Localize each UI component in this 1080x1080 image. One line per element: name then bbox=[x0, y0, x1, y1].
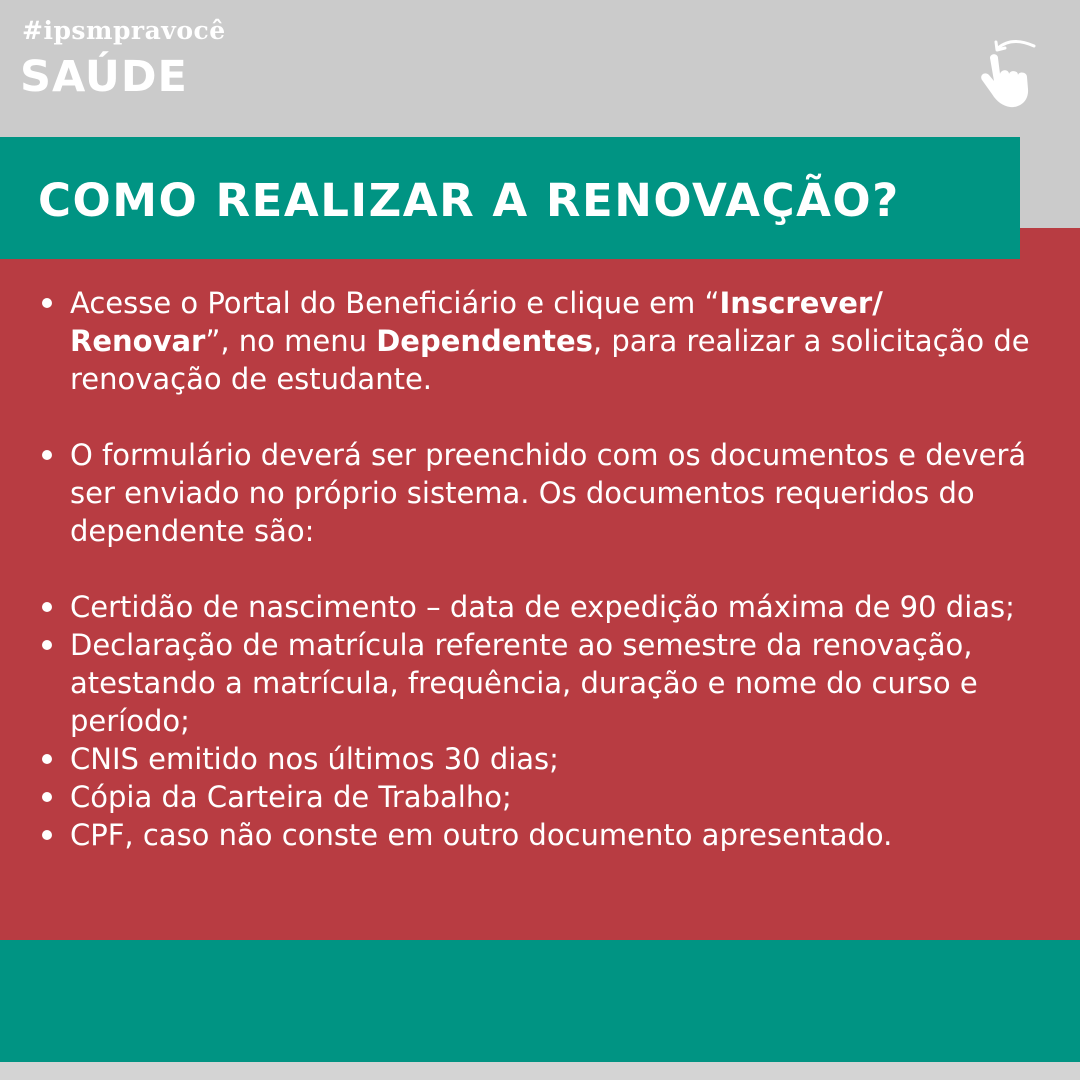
item-text: , para realizar a solicitação de renovação de estudante. bbox=[70, 324, 1030, 396]
footer-band bbox=[0, 940, 1080, 1062]
list-item: Declaração de matrícula referente ao semestre da renovação, atestando a matrícula, frequência, duração e nome do curso e período; bbox=[40, 626, 1050, 740]
swipe-hand-icon bbox=[976, 36, 1046, 110]
list-item bbox=[40, 284, 1050, 398]
inscrever-renovar-option: Inscrever/ Renovar bbox=[70, 286, 883, 358]
dependentes-menu: Dependentes bbox=[376, 324, 593, 358]
instructions-list bbox=[40, 284, 1050, 854]
list-item: Certidão de nascimento – data de expedição máxima de 90 dias; bbox=[40, 588, 1050, 626]
item-text: Acesse o Portal do Beneficiário e clique em “ bbox=[70, 286, 720, 320]
bottom-strip bbox=[0, 1062, 1080, 1080]
section-title: SAÚDE bbox=[20, 52, 188, 102]
hashtag: #ipsmpravocê bbox=[22, 16, 226, 45]
item-text: ”, no menu bbox=[205, 324, 377, 358]
list-item: CNIS emitido nos últimos 30 dias; bbox=[40, 740, 1050, 778]
list-item: CPF, caso não conste em outro documento apresentado. bbox=[40, 816, 1050, 854]
main-title: COMO REALIZAR A RENOVAÇÃO? bbox=[38, 174, 900, 227]
list-item: Cópia da Carteira de Trabalho; bbox=[40, 778, 1050, 816]
list-item: O formulário deverá ser preenchido com os documentos e deverá ser enviado no próprio sistema. Os documentos requeridos do dependente são: bbox=[40, 436, 1050, 550]
